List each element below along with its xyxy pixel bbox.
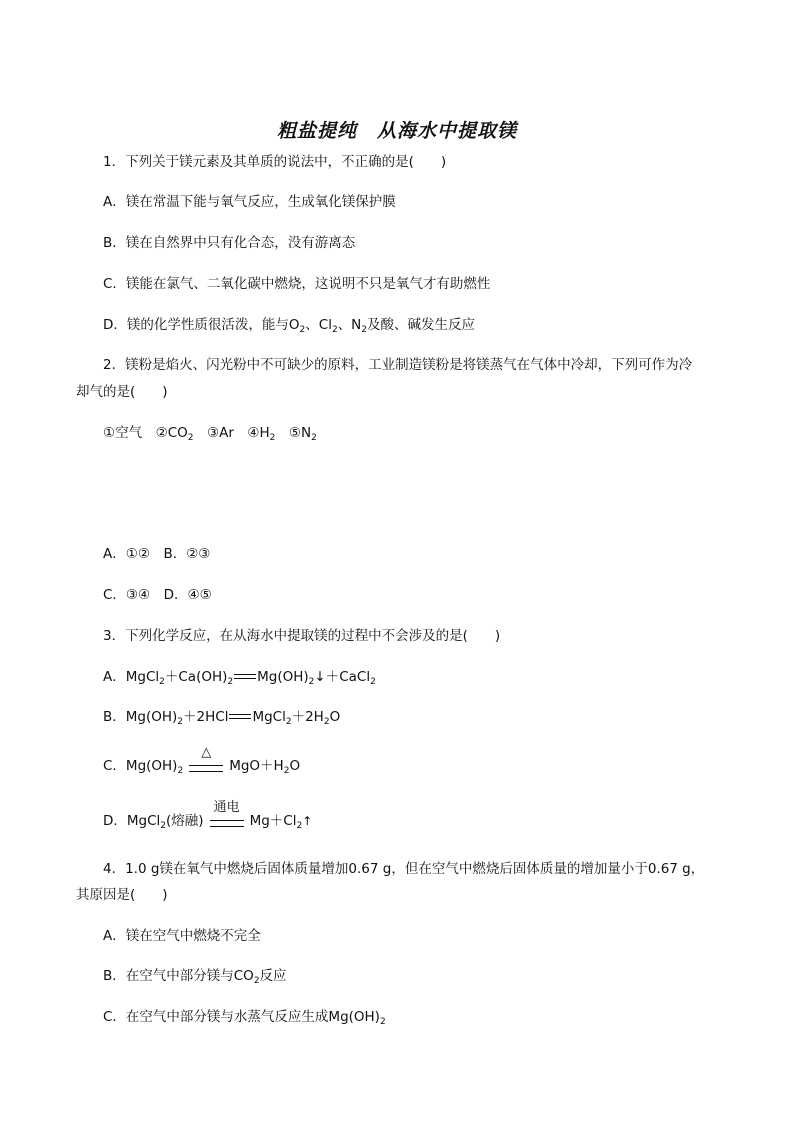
- q2-stem-line1: 2．镁粉是焰火、闪光粉中不可缺少的原料，工业制造镁粉是将镁蒸气在气体中冷却，下列可作为冷: [103, 357, 693, 373]
- q2-options-cd: C．③④ D．④⑤: [103, 587, 212, 603]
- q3-option-c: C．$Mg(OH)_2$ △ $MgO+H_2O$: [103, 745, 301, 776]
- page-title: 粗盐提纯 从海水中提取镁: [276, 120, 517, 142]
- q3-option-d: D．MgCl$_2$(熔融) 通电 $Mg+Cl_2↑$: [103, 800, 313, 831]
- q1-option-d: D．镁的化学性质很活泼，能与$O_2$、$Cl_2$、$N_2$及酸、碱发生反应: [103, 317, 476, 335]
- equals-sign: [234, 673, 256, 681]
- q2-options-ab: A．①② B．②③: [103, 546, 211, 562]
- electrolysis-label: 通电: [213, 800, 240, 815]
- q1-stem: 1．下列关于镁元素及其单质的说法中，不正确的是( ): [103, 154, 447, 170]
- q4-option-b: B．在空气中部分镁与$CO_2$反应: [103, 968, 287, 986]
- q3-option-b: B．$Mg(OH)_2+2HCl$ $MgCl_2+2H_2O$: [103, 709, 341, 727]
- equals-sign: [229, 713, 251, 721]
- q2-gas-list: ①空气 $②CO_2$ ③Ar $④H_2$ $⑤N_2$: [103, 425, 317, 443]
- q4-option-a: A．镁在空气中燃烧不完全: [103, 928, 261, 944]
- q3-stem: 3．下列化学反应，在从海水中提取镁的过程中不会涉及的是( ): [103, 628, 501, 644]
- q4-option-c: C．在空气中部分镁与水蒸气反应生成$Mg(OH)_2$: [103, 1009, 386, 1027]
- heat-condition-sign: [189, 745, 223, 776]
- q1-option-a: A．镁在常温下能与氧气反应，生成氧化镁保护膜: [103, 194, 396, 210]
- heat-triangle-icon: △: [201, 745, 212, 760]
- q4-stem-line1: 4．1.0 g镁在氧气中燃烧后固体质量增加0.67 g，但在空气中燃烧后固体质量的增加量小于0.67 g，: [103, 861, 705, 877]
- q4-stem-line2: 其原因是( ): [76, 887, 168, 903]
- q1-option-c: C．镁能在氯气、二氧化碳中燃烧，这说明不只是氧气才有助燃性: [103, 276, 491, 292]
- q2-stem-line2: 却气的是( ): [76, 384, 168, 400]
- q3-option-a: A．$MgCl_2+Ca(OH)_2$ $Mg(OH)_2↓+CaCl_2$: [103, 669, 376, 687]
- electrolysis-condition-sign: [210, 800, 244, 831]
- q1-option-b: B．镁在自然界中只有化合态，没有游离态: [103, 235, 356, 251]
